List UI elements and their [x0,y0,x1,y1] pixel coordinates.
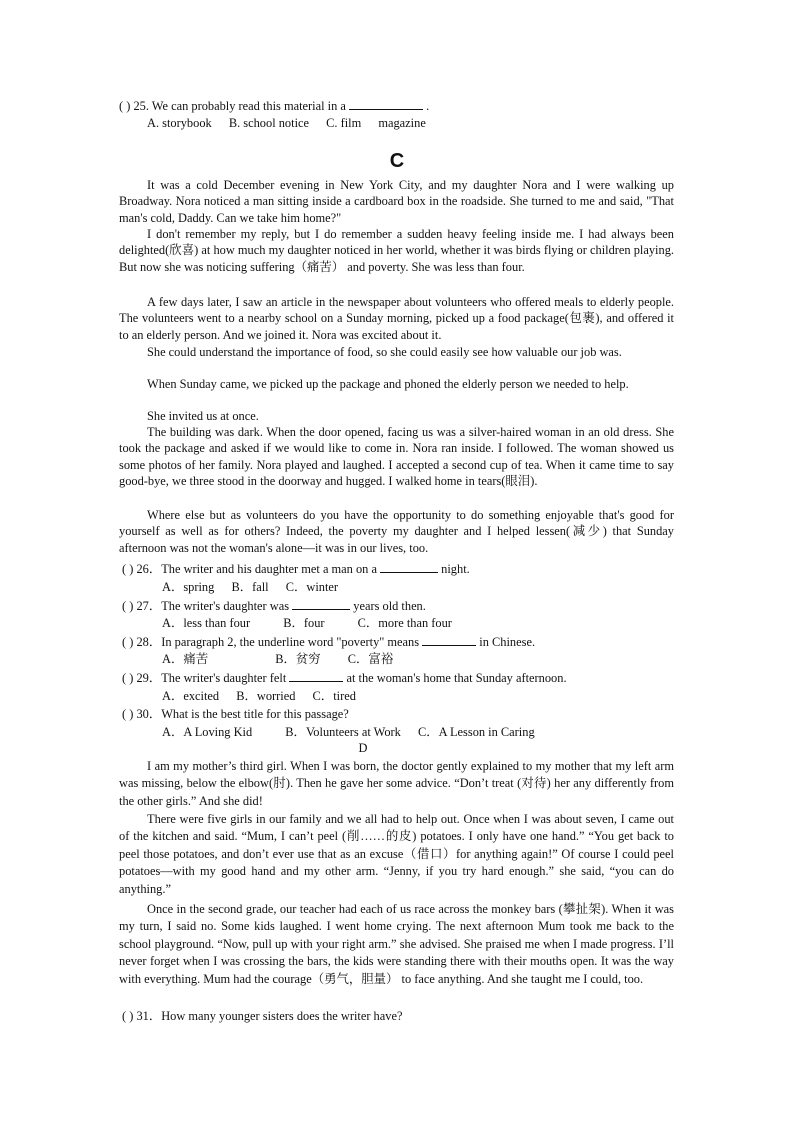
passage-c-paragraph-4: She could understand the importance of food, so she could easily see how valuable our job was. [147,345,622,359]
option-c[interactable]: C．winter [285,580,339,594]
answer-blank[interactable] [289,669,343,682]
option-c[interactable]: C. film [326,116,362,130]
q25-stem: ( ) 25. We can probably read this material in a [119,99,349,113]
q29-options [162,688,356,705]
passage-d-paragraph-2: There were five girls in our family and we all had to help out. Once when I was about seven, I came out of the kitchen and said. “Mum, I can’t peel (削……的皮) potatoes. I only have one hand.” “You get back to peel those potatoes, and don’t ever use that as an excuse（借口）for anything again!” Of course I could peel potatoes—with my good hand and my other arm. “Jenny, if you try hard enough.” she said, “you can do anything.” [119,812,674,896]
question-27 [122,597,426,615]
option-a[interactable]: A．spring [162,580,215,594]
question-text: The writer's daughter was [161,599,293,613]
question-28 [122,633,535,651]
question-29 [122,669,567,687]
option-c[interactable]: C．tired [312,689,356,703]
option-b[interactable]: B．worried [236,689,296,703]
question-31 [122,1008,402,1025]
question-text: How many younger sisters does the writer have? [161,1009,403,1023]
q28-options [162,651,393,668]
section-c-heading: C [389,150,405,172]
option-b[interactable]: B．贫穷 [275,652,321,666]
question-text: The writer's daughter felt [161,671,290,685]
question-text-end: night. [438,562,470,576]
option-c[interactable]: C．富裕 [347,652,394,666]
option-a[interactable]: A．less than four [162,616,251,630]
passage-c-paragraph-7: The building was dark. When the door opened, facing us was a silver-haired woman in an old dress. She took the package and asked if we would like to come in. Nora ran inside. I followed. The woman showed us some photos of her family. Nora played and laughed. I accepted a second cup of tea. When it came time to say good-bye, we three stood in the doorway and hugged. I walked home in tears(眼泪). [119,425,674,488]
question-26 [122,560,470,578]
passage-c-paragraph-5: When Sunday came, we picked up the package and phoned the elderly person we needed to help. [147,377,629,391]
section-d-heading: D [358,741,368,755]
q26-options [162,579,338,596]
option-d[interactable]: magazine [378,116,426,130]
question-text: What is the best title for this passage? [161,707,349,721]
option-b[interactable]: B．fall [231,580,269,594]
question-30 [122,706,349,723]
option-a[interactable]: A. storybook [147,116,212,130]
question-number: ( ) 30． [122,707,162,721]
passage-c-paragraph-3: A few days later, I saw an article in the newspaper about volunteers who offered meals to elderly people. The volunteers went to a nearby school on a Sunday morning, picked up a food package(包裹), and offered it to an elderly person. And we joined it. Nora was excited about it. [119,295,674,342]
option-c[interactable]: C．A Lesson in Caring [417,725,535,739]
question-number: ( ) 27． [122,599,162,613]
question-text: The writer and his daughter met a man on a [161,562,381,576]
option-a[interactable]: A．A Loving Kid [162,725,253,739]
passage-c-paragraph-6: She invited us at once. [147,409,259,423]
answer-blank[interactable] [292,597,350,610]
answer-blank[interactable] [422,633,476,646]
option-a[interactable]: A．痛苦 [162,652,209,666]
question-number: ( ) 29． [122,671,162,685]
passage-d-paragraph-3: Once in the second grade, our teacher had each of us race across the monkey bars (攀扯架). When it was my turn, I said no. Some kids laughed. I went home crying. The next afternoon Mum took me back to the school playground. “Now, pull up with your right arm.” she advised. She praised me when I made progress. I’ll never forget when I was crossing the bars, the kids were standing there with their mouths open. It was the way with everything. Mum had the courage（勇气，胆量） to face anything. And she taught me I could, too. [119,902,674,986]
q25-options [147,115,426,132]
question-number: ( ) 26． [122,562,162,576]
question-number: ( ) 31． [122,1009,162,1023]
answer-blank[interactable] [380,560,438,573]
question-number: ( ) 28． [122,635,162,649]
option-b[interactable]: B．Volunteers at Work [285,725,401,739]
passage-d-paragraph-1: I am my mother’s third girl. When I was born, the doctor gently explained to my mother that my left arm was missing, below the elbow(肘). Then he gave her some advice. “Don’t treat (对待) her any differently from the other girls.” And she did! [119,759,674,808]
q30-options [162,724,535,741]
option-b[interactable]: B. school notice [228,116,310,130]
question-text-end: at the woman's home that Sunday afternoon. [343,671,567,685]
passage-c-paragraph-2: I don't remember my reply, but I do remember a sudden heavy feeling inside me. I had always been delighted(欣喜) at how much my daughter noticed in her world, whether it was birds flying or children playing. But now she was noticing suffering（痛苦） and poverty. She was less than four. [119,227,674,274]
question-text-end: in Chinese. [476,635,536,649]
q25-end: . [422,99,430,113]
answer-blank[interactable] [349,97,423,110]
question-text: In paragraph 2, the underline word "poverty" means [161,635,423,649]
question-25 [119,97,429,115]
option-b[interactable]: B．four [283,616,325,630]
passage-c-paragraph-1: It was a cold December evening in New York City, and my daughter Nora and I were walking up Broadway. Nora noticed a man sitting inside a cardboard box in the roadside. She turned to me and said, "That man's cold, Daddy. Can we take him home?" [119,178,674,225]
q27-options [162,615,452,632]
passage-c-paragraph-8: Where else but as volunteers do you have the opportunity to do something enjoyable that's good for yourself as well as for others? Indeed, the poverty my daughter and I helped lessen(减少) that Sunday afternoon was not the woman's alone—it was in our lives, too. [119,508,674,555]
option-c[interactable]: C．more than four [357,616,452,630]
option-a[interactable]: A．excited [162,689,220,703]
question-text-end: years old then. [350,599,426,613]
